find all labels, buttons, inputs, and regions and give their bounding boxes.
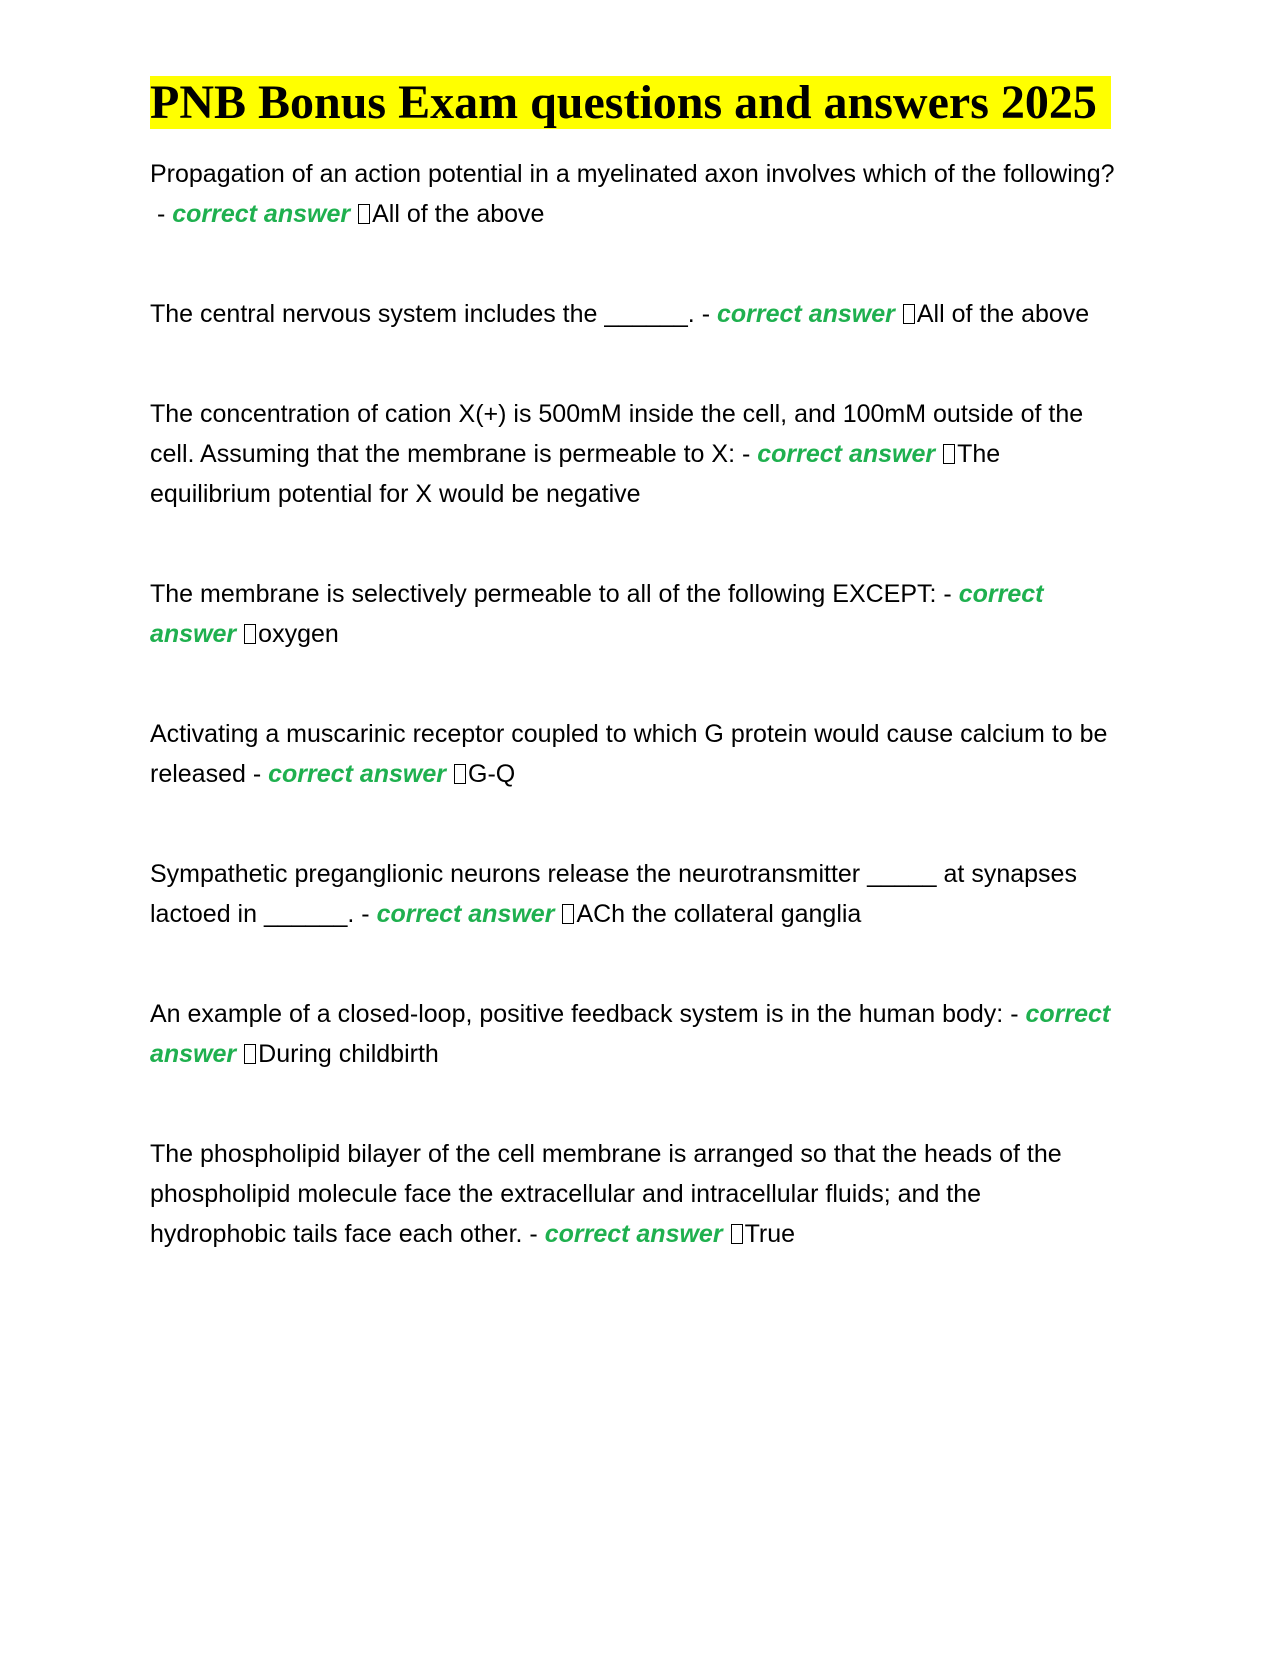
- separator: -: [735, 440, 758, 468]
- missing-glyph-icon: [454, 764, 466, 784]
- qa-item: [150, 994, 1116, 1074]
- question-text: Activating a muscarinic receptor coupled to which G protein would cause calcium to be released: [150, 720, 1108, 788]
- qa-list: [150, 154, 1116, 1254]
- question-text: The membrane is selectively permeable to all of the following EXCEPT:: [150, 580, 937, 608]
- correct-answer-label: correct answer: [544, 1220, 723, 1248]
- correct-answer-label: correct answer: [376, 900, 555, 928]
- separator: -: [694, 300, 717, 328]
- correct-answer-label: correct answer: [150, 1000, 1111, 1068]
- separator: -: [1003, 1000, 1026, 1028]
- question-text: Sympathetic preganglionic neurons release the neurotransmitter _____ at synapses lactoed in ______.: [150, 860, 1077, 928]
- qa-item: [150, 1134, 1116, 1254]
- question-text: The phospholipid bilayer of the cell membrane is arranged so that the heads of the phospholipid molecule face the extracellular and intracellular fluids; and the hydrophobic tails face each other.: [150, 1140, 1062, 1248]
- correct-answer-label: correct answer: [268, 760, 446, 788]
- separator: -: [150, 200, 173, 228]
- separator: -: [354, 900, 377, 928]
- separator: -: [936, 580, 959, 608]
- missing-glyph-icon: [562, 904, 574, 924]
- answer-text: The equilibrium potential for X would be negative: [150, 440, 1001, 508]
- missing-glyph-icon: [244, 624, 256, 644]
- answer-text: True: [744, 1220, 796, 1248]
- question-text: An example of a closed-loop, positive feedback system is in the human body:: [150, 1000, 1004, 1028]
- answer-text: All of the above: [916, 300, 1090, 328]
- qa-item: [150, 154, 1116, 234]
- document-title: [150, 74, 1116, 132]
- document-page: [150, 74, 1116, 1314]
- correct-answer-label: correct answer: [150, 580, 1044, 648]
- answer-text: oxygen: [258, 620, 339, 648]
- answer-text: G-Q: [468, 760, 516, 788]
- question-text: The central nervous system includes the ______.: [150, 300, 695, 328]
- answer-text: All of the above: [372, 200, 545, 228]
- answer-text: During childbirth: [258, 1040, 439, 1068]
- question-text: Propagation of an action potential in a myelinated axon involves which of the following?: [150, 160, 1115, 188]
- correct-answer-label: correct answer: [172, 200, 351, 228]
- missing-glyph-icon: [903, 304, 915, 324]
- missing-glyph-icon: [731, 1224, 743, 1244]
- missing-glyph-icon: [244, 1044, 256, 1064]
- missing-glyph-icon: [943, 444, 955, 464]
- missing-glyph-icon: [358, 204, 370, 224]
- separator: -: [522, 1220, 545, 1248]
- answer-text: ACh the collateral ganglia: [576, 900, 862, 928]
- qa-item: [150, 574, 1116, 654]
- qa-item: [150, 294, 1116, 334]
- qa-item: [150, 854, 1116, 934]
- title-highlight: PNB Bonus Exam questions and answers 2025: [150, 76, 1111, 129]
- question-text: The concentration of cation X(+) is 500mM inside the cell, and 100mM outside of the cell. Assuming that the membrane is permeable to X:: [150, 400, 1084, 468]
- separator: -: [245, 760, 269, 788]
- correct-answer-label: correct answer: [757, 440, 936, 468]
- correct-answer-label: correct answer: [716, 300, 895, 328]
- qa-item: [150, 394, 1116, 514]
- qa-item: [150, 714, 1116, 794]
